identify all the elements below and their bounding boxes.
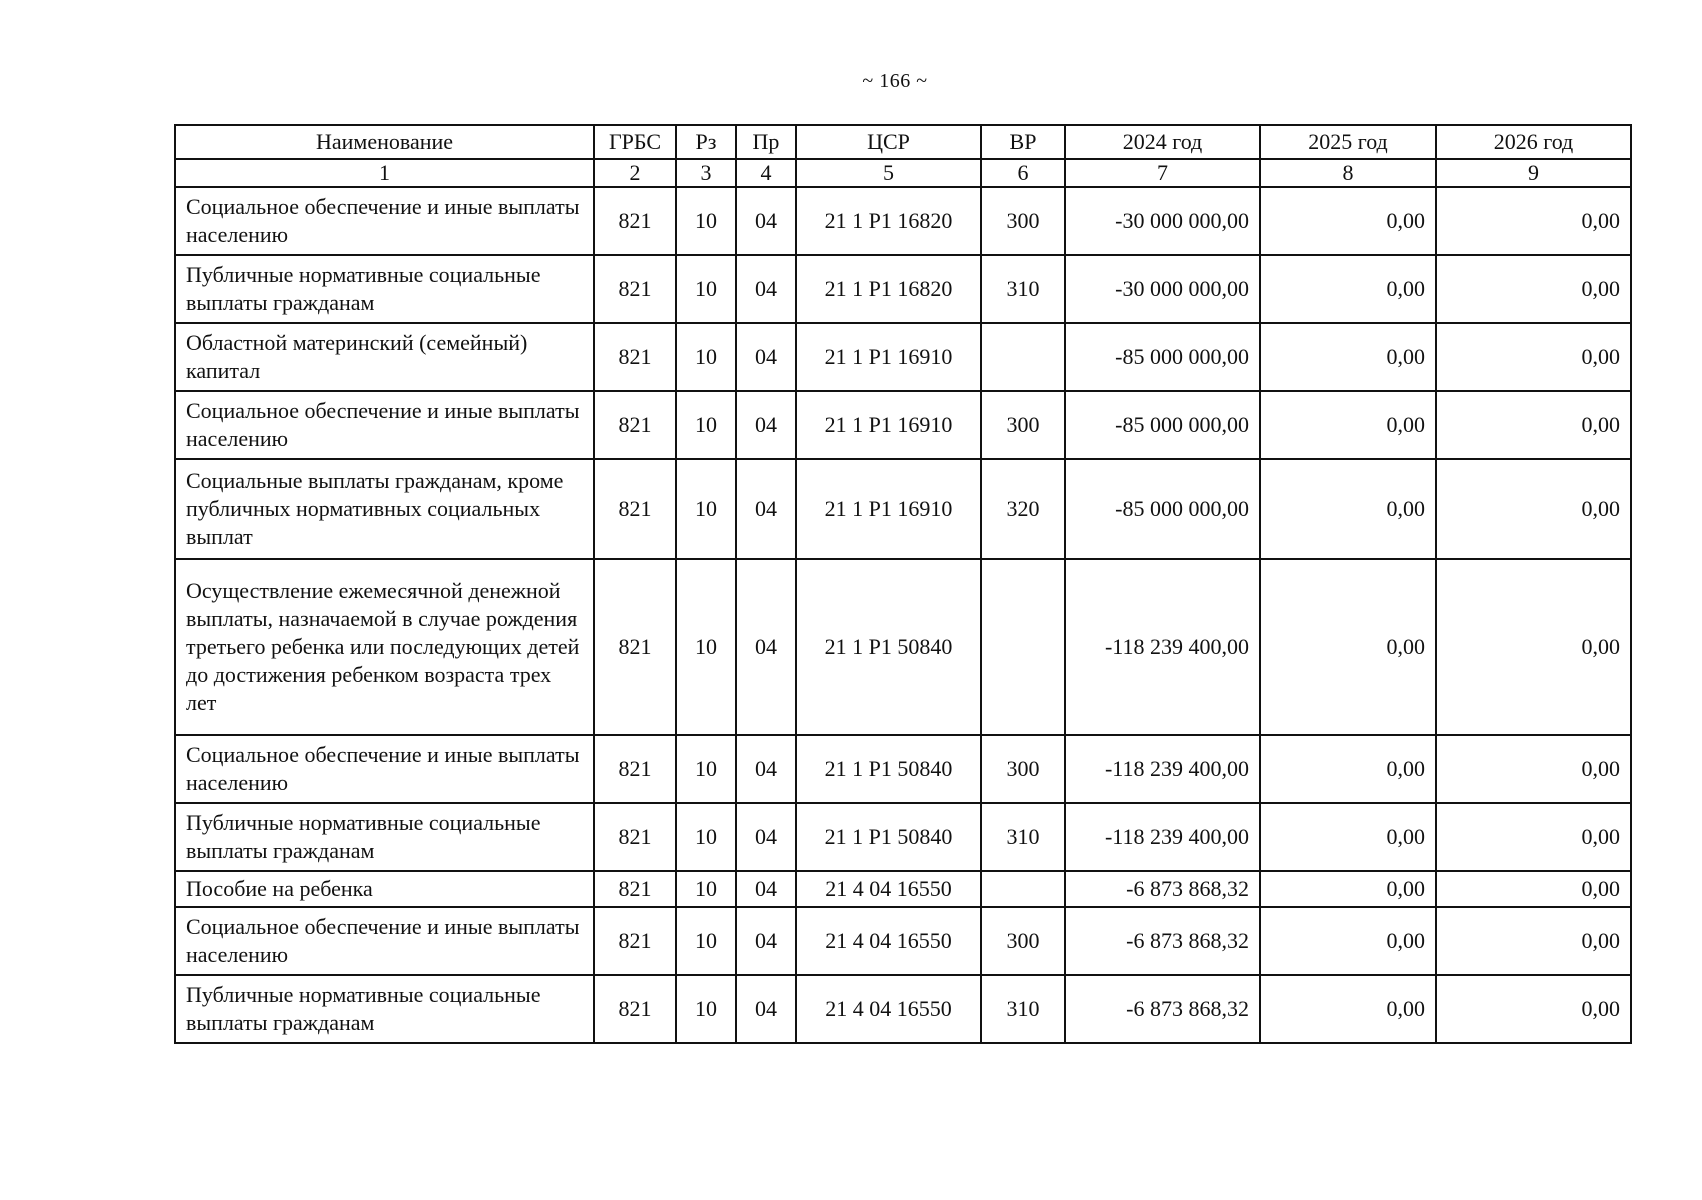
- cell-name: Областной материнский (семейный) капитал: [175, 323, 594, 391]
- cell-name: Социальное обеспечение и иные выплаты населению: [175, 391, 594, 459]
- column-number-row: [175, 159, 1631, 187]
- cell-2025: 0,00: [1260, 391, 1436, 459]
- cell-rz: 10: [676, 975, 736, 1043]
- cell-2026: 0,00: [1436, 255, 1631, 323]
- table-row: [175, 323, 1631, 391]
- column-number: 3: [676, 159, 736, 187]
- cell-2024: -6 873 868,32: [1065, 907, 1260, 975]
- cell-csr: 21 1 P1 50840: [796, 559, 981, 735]
- cell-2025: 0,00: [1260, 187, 1436, 255]
- cell-rz: 10: [676, 391, 736, 459]
- cell-2024: -85 000 000,00: [1065, 391, 1260, 459]
- cell-pr: 04: [736, 907, 796, 975]
- header-cell-2026: 2026 год: [1436, 125, 1631, 159]
- table-row: [175, 459, 1631, 559]
- cell-csr: 21 4 04 16550: [796, 871, 981, 907]
- cell-pr: 04: [736, 187, 796, 255]
- table-body: [175, 187, 1631, 1043]
- budget-table: [174, 124, 1632, 1044]
- cell-vr: 300: [981, 391, 1065, 459]
- column-number: 8: [1260, 159, 1436, 187]
- cell-grbs: 821: [594, 187, 676, 255]
- cell-pr: 04: [736, 803, 796, 871]
- cell-name: Публичные нормативные социальные выплаты гражданам: [175, 975, 594, 1043]
- cell-name: Пособие на ребенка: [175, 871, 594, 907]
- cell-vr: 300: [981, 907, 1065, 975]
- cell-2025: 0,00: [1260, 907, 1436, 975]
- cell-vr: 310: [981, 255, 1065, 323]
- header-cell-vr: ВР: [981, 125, 1065, 159]
- cell-rz: 10: [676, 459, 736, 559]
- cell-2024: -6 873 868,32: [1065, 871, 1260, 907]
- header-cell-2024: 2024 год: [1065, 125, 1260, 159]
- cell-2026: 0,00: [1436, 907, 1631, 975]
- cell-vr: [981, 323, 1065, 391]
- cell-pr: 04: [736, 871, 796, 907]
- cell-pr: 04: [736, 459, 796, 559]
- cell-rz: 10: [676, 871, 736, 907]
- header-cell-pr: Пр: [736, 125, 796, 159]
- table-row: [175, 871, 1631, 907]
- cell-2025: 0,00: [1260, 255, 1436, 323]
- cell-csr: 21 1 P1 16820: [796, 255, 981, 323]
- cell-2025: 0,00: [1260, 975, 1436, 1043]
- cell-2026: 0,00: [1436, 459, 1631, 559]
- cell-2024: -30 000 000,00: [1065, 255, 1260, 323]
- cell-rz: 10: [676, 735, 736, 803]
- cell-grbs: 821: [594, 323, 676, 391]
- header-cell-csr: ЦСР: [796, 125, 981, 159]
- cell-2024: -118 239 400,00: [1065, 559, 1260, 735]
- cell-name: Публичные нормативные социальные выплаты гражданам: [175, 255, 594, 323]
- cell-csr: 21 1 P1 16820: [796, 187, 981, 255]
- column-number: 1: [175, 159, 594, 187]
- column-number: 2: [594, 159, 676, 187]
- cell-rz: 10: [676, 907, 736, 975]
- header-cell-grbs: ГРБС: [594, 125, 676, 159]
- cell-2026: 0,00: [1436, 871, 1631, 907]
- table-row: [175, 803, 1631, 871]
- table-row: [175, 907, 1631, 975]
- cell-name: Публичные нормативные социальные выплаты гражданам: [175, 803, 594, 871]
- column-number: 7: [1065, 159, 1260, 187]
- cell-pr: 04: [736, 255, 796, 323]
- cell-csr: 21 4 04 16550: [796, 975, 981, 1043]
- column-number: 6: [981, 159, 1065, 187]
- page-number: ~ 166 ~: [862, 70, 928, 92]
- cell-2025: 0,00: [1260, 459, 1436, 559]
- header-cell-rz: Рз: [676, 125, 736, 159]
- header-cell-2025: 2025 год: [1260, 125, 1436, 159]
- cell-csr: 21 1 P1 16910: [796, 391, 981, 459]
- cell-rz: 10: [676, 255, 736, 323]
- cell-2025: 0,00: [1260, 735, 1436, 803]
- cell-2026: 0,00: [1436, 187, 1631, 255]
- cell-vr: [981, 871, 1065, 907]
- cell-2025: 0,00: [1260, 803, 1436, 871]
- cell-csr: 21 1 P1 16910: [796, 459, 981, 559]
- cell-grbs: 821: [594, 871, 676, 907]
- cell-csr: 21 1 P1 50840: [796, 803, 981, 871]
- cell-grbs: 821: [594, 975, 676, 1043]
- cell-pr: 04: [736, 559, 796, 735]
- cell-csr: 21 1 P1 50840: [796, 735, 981, 803]
- cell-pr: 04: [736, 735, 796, 803]
- cell-2025: 0,00: [1260, 559, 1436, 735]
- cell-2026: 0,00: [1436, 803, 1631, 871]
- cell-grbs: 821: [594, 735, 676, 803]
- cell-vr: 320: [981, 459, 1065, 559]
- cell-vr: 310: [981, 975, 1065, 1043]
- header-row: [175, 125, 1631, 159]
- table-row: [175, 975, 1631, 1043]
- cell-csr: 21 1 P1 16910: [796, 323, 981, 391]
- cell-csr: 21 4 04 16550: [796, 907, 981, 975]
- cell-2026: 0,00: [1436, 559, 1631, 735]
- cell-grbs: 821: [594, 907, 676, 975]
- table-header: [175, 125, 1631, 187]
- column-number: 4: [736, 159, 796, 187]
- cell-2024: -85 000 000,00: [1065, 323, 1260, 391]
- table-row: [175, 255, 1631, 323]
- column-number: 5: [796, 159, 981, 187]
- cell-vr: 310: [981, 803, 1065, 871]
- cell-vr: [981, 559, 1065, 735]
- cell-rz: 10: [676, 559, 736, 735]
- cell-name: Осуществление ежемесячной денежной выплаты, назначаемой в случае рождения третьего ребенка или последующих детей до достижения ребенком возраста трех лет: [175, 559, 594, 735]
- cell-name: Социальное обеспечение и иные выплаты населению: [175, 735, 594, 803]
- cell-name: Социальное обеспечение и иные выплаты населению: [175, 907, 594, 975]
- cell-grbs: 821: [594, 255, 676, 323]
- cell-name: Социальное обеспечение и иные выплаты населению: [175, 187, 594, 255]
- table-row: [175, 187, 1631, 255]
- cell-2024: -118 239 400,00: [1065, 803, 1260, 871]
- column-number: 9: [1436, 159, 1631, 187]
- cell-2026: 0,00: [1436, 323, 1631, 391]
- table-row: [175, 559, 1631, 735]
- cell-name: Социальные выплаты гражданам, кроме публичных нормативных социальных выплат: [175, 459, 594, 559]
- cell-2024: -118 239 400,00: [1065, 735, 1260, 803]
- cell-rz: 10: [676, 323, 736, 391]
- cell-pr: 04: [736, 323, 796, 391]
- table-row: [175, 735, 1631, 803]
- cell-pr: 04: [736, 391, 796, 459]
- cell-rz: 10: [676, 803, 736, 871]
- cell-2025: 0,00: [1260, 871, 1436, 907]
- cell-grbs: 821: [594, 803, 676, 871]
- cell-2026: 0,00: [1436, 975, 1631, 1043]
- table-row: [175, 391, 1631, 459]
- cell-grbs: 821: [594, 391, 676, 459]
- cell-rz: 10: [676, 187, 736, 255]
- cell-vr: 300: [981, 735, 1065, 803]
- cell-2024: -85 000 000,00: [1065, 459, 1260, 559]
- cell-2024: -6 873 868,32: [1065, 975, 1260, 1043]
- cell-2025: 0,00: [1260, 323, 1436, 391]
- cell-grbs: 821: [594, 459, 676, 559]
- cell-grbs: 821: [594, 559, 676, 735]
- cell-2024: -30 000 000,00: [1065, 187, 1260, 255]
- header-cell-name: Наименование: [175, 125, 594, 159]
- cell-pr: 04: [736, 975, 796, 1043]
- cell-vr: 300: [981, 187, 1065, 255]
- cell-2026: 0,00: [1436, 735, 1631, 803]
- cell-2026: 0,00: [1436, 391, 1631, 459]
